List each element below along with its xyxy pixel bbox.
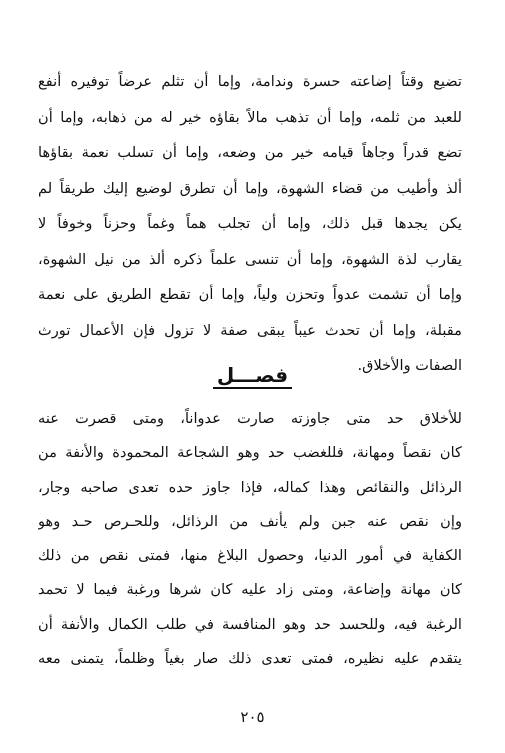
text-line: يقارب لذة الشهوة، وإما أن تنسى علماً ذكره ألذ من نيل الشهوة،: [38, 250, 462, 268]
section-heading: [0, 360, 505, 390]
text-line: الكفاية في أمور الدنيا، وحصول البلاغ منها، فمتى نقص من ذلك: [38, 547, 462, 565]
paragraph-lower: [38, 402, 462, 676]
text-line: وإما أن تشمت عدواً وتحزن ولياً، وإما أن تقطع الطريق على نعمة: [38, 286, 462, 303]
text-line: يتقدم عليه نظيره، فمتى تعدى ذلك صار بغياً وظلماً، يتمنى معه: [38, 650, 462, 668]
text-line: مقبلة، وإما أن تحدث عيباً يبقى صفة لا تزول فإن الأعمال تورث: [38, 321, 462, 339]
text-line: الصفات والأخلاق.: [357, 357, 462, 374]
text-line: يكن يجدها قبل ذلك، وإما أن تجلب هماً وغماً وحزناً وخوفاً لا: [38, 215, 462, 232]
text-line: الرذائل والنقائص وهذا كماله، فإذا جاوز حده تعدى صاحبه وجار،: [38, 478, 462, 496]
text-line: تضيع وقتاً إضاعته حسرة وندامة، وإما أن تثلم عرضاً توفيره أنفع: [38, 73, 462, 90]
text-line: تضع قدراً وجاهاً قيامه خير من وضعه، وإما أن تسلب نعمة بقاؤها: [38, 144, 462, 161]
page-number: ٢٠٥: [240, 708, 265, 726]
section-heading-text: فصـــل: [213, 363, 292, 389]
text-line: الرغبة فيه، وللحسد حد وهو المنافسة في طلب الكمال والأنفة أن: [38, 615, 462, 633]
text-line: كان مهانة وإضاعة، ومتى زاد عليه كان شرها ورغبة فيما لا تحمد: [38, 581, 462, 599]
text-line: ألذ وأطيب من قضاء الشهوة، وإما أن تطرق لوضيع إليك طريقاً لم: [38, 179, 462, 197]
text-line: للأخلاق حد متى جاوزته صارت عدواناً، ومتى قصرت عنه: [38, 410, 462, 427]
paragraph-upper: [38, 64, 462, 384]
text-line: للعبد من ثلمه، وإما أن تذهب مالاً بقاؤه خير له من ذهابه، وإما أن: [38, 108, 462, 126]
text-line: وإن نقص عنه جبن ولم يأنف من الرذائل، وللحـرص حـد وهو: [38, 512, 462, 530]
text-line: كان نقصاً ومهانة، فللغضب حد وهو الشجاعة المحمودة والأنفة من: [38, 444, 462, 462]
